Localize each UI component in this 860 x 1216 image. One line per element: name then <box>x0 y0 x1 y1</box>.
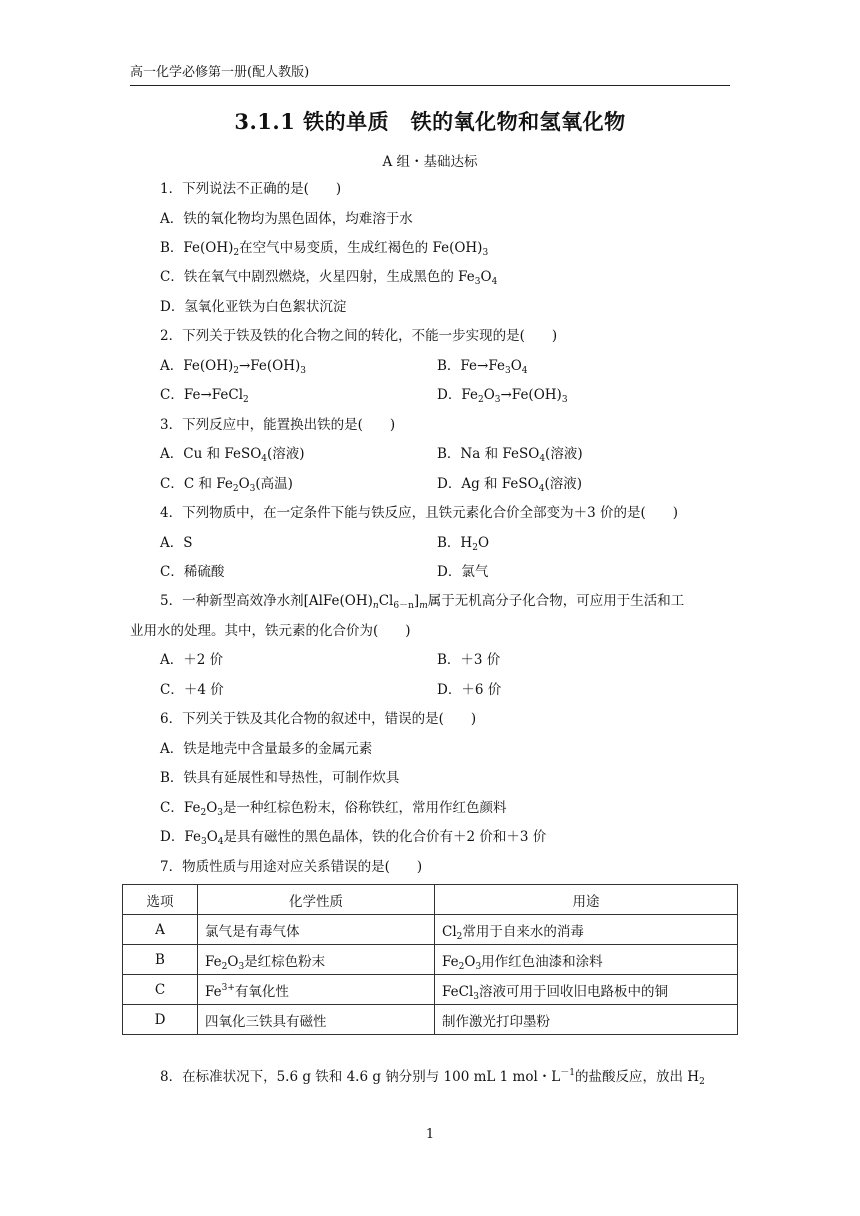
q5-option-d: D．＋6 价 <box>437 682 502 698</box>
q4-option-d: D．氯气 <box>437 564 489 580</box>
q5-option-b: B．＋3 价 <box>437 652 501 668</box>
q4-option-c: C．稀硫酸 <box>160 564 225 580</box>
table-cell-option: C <box>123 975 198 1005</box>
q2-option-c: C．Fe→FeCl$_2$ <box>160 387 249 405</box>
q4-option-a: A．S <box>160 535 193 551</box>
q5-stem-continued: 业用水的处理。其中，铁元素的化合价为( ) <box>130 623 411 639</box>
table-header-row <box>123 885 738 915</box>
table-cell-option: B <box>123 945 198 975</box>
page-header: 高一化学必修第一册(配人教版) <box>130 63 730 86</box>
table-cell-property: 氯气是有毒气体 <box>198 915 435 945</box>
q3-option-d: D．Ag 和 FeSO$_4$(溶液) <box>437 476 583 494</box>
q2-option-a: A．$Fe(OH)_2\to Fe(OH)_3$ <box>160 358 307 376</box>
table-header-cell: 用途 <box>435 885 738 915</box>
table-row <box>123 915 738 945</box>
table-cell-use: 制作激光打印墨粉 <box>435 1005 738 1035</box>
q7-stem: 7．物质性质与用途对应关系错误的是( ) <box>160 859 423 875</box>
q5-stem: 5．一种新型高效净水剂$[AlFe(OH)_nCl_{6-n}]_m$属于无机高分子化合物，可应用于生活和工 <box>160 593 685 611</box>
table-cell-option: A <box>123 915 198 945</box>
q4-option-b: B．$H_2O$ <box>437 535 490 553</box>
q6-stem: 6．下列关于铁及其化合物的叙述中，错误的是( ) <box>160 711 477 727</box>
q1-option-b: B．$Fe(OH)_2$在空气中易变质，生成红褐色的 $Fe(OH)_3$ <box>160 240 489 258</box>
page-title: 3.1.1 铁的单质 铁的氧化物和氢氧化物 <box>234 109 626 134</box>
table-cell-option: D <box>123 1005 198 1035</box>
table-cell-use: $Cl_2$常用于自来水的消毒 <box>435 915 738 945</box>
q1-option-c: C．铁在氧气中剧烈燃烧，火星四射，生成黑色的 $Fe_3O_4$ <box>160 269 498 287</box>
q8-stem: 8．在标准状况下，5.6 g 铁和 4.6 g 钠分别与 100 mL 1 mol・$L^{-1}$的盐酸反应，放出 $H_2$ <box>160 1068 705 1087</box>
table-row <box>123 1005 738 1035</box>
q5-option-a: A．＋2 价 <box>160 652 224 668</box>
q1-option-a: A．铁的氧化物均为黑色固体，均难溶于水 <box>160 211 413 227</box>
q6-option-b: B．铁具有延展性和导热性，可制作炊具 <box>160 770 400 786</box>
q2-stem: 2．下列关于铁及铁的化合物之间的转化，不能一步实现的是( ) <box>160 328 558 344</box>
q6-option-a: A．铁是地壳中含量最多的金属元素 <box>160 741 373 757</box>
q3-stem: 3．下列反应中，能置换出铁的是( ) <box>160 417 396 433</box>
q2-option-b: B．$Fe\to Fe_3O_4$ <box>437 358 528 376</box>
table-cell-use: FeCl$_3$溶液可用于回收旧电路板中的铜 <box>435 975 738 1005</box>
table-row <box>123 945 738 975</box>
q5-option-c: C．＋4 价 <box>160 682 224 698</box>
table-cell-use: $Fe_2O_3$用作红色油漆和涂料 <box>435 945 738 975</box>
q2-option-d: D．$Fe_2O_3\to Fe(OH)_3$ <box>437 387 568 405</box>
table-row <box>123 975 738 1005</box>
q3-option-a: A．Cu 和 FeSO$_4$(溶液) <box>160 446 305 464</box>
table-header-cell: 化学性质 <box>198 885 435 915</box>
q1-stem: 1．下列说法不正确的是( ) <box>160 181 342 197</box>
q6-option-c: C．$Fe_2O_3$是一种红棕色粉末，俗称铁红，常用作红色颜料 <box>160 800 507 818</box>
table-cell-property: 四氧化三铁具有磁性 <box>198 1005 435 1035</box>
q4-stem: 4．下列物质中，在一定条件下能与铁反应，且铁元素化合价全部变为＋3 价的是( ) <box>160 505 679 521</box>
q3-option-b: B．Na 和 FeSO$_4$(溶液) <box>437 446 583 464</box>
q3-option-c: C．C 和 $Fe_2O_3$(高温) <box>160 476 293 494</box>
section-subtitle: A 组・基础达标 <box>382 154 478 170</box>
q7-table <box>122 884 738 1035</box>
q1-option-d: D．氢氧化亚铁为白色絮状沉淀 <box>160 299 347 315</box>
table-cell-property: $Fe^{3+}$有氧化性 <box>198 975 435 1005</box>
table-cell-property: $Fe_2O_3$是红棕色粉末 <box>198 945 435 975</box>
page-number: 1 <box>425 1127 435 1142</box>
table-header-cell: 选项 <box>123 885 198 915</box>
q6-option-d: D．$Fe_3O_4$是具有磁性的黑色晶体，铁的化合价有＋2 价和＋3 价 <box>160 829 547 847</box>
